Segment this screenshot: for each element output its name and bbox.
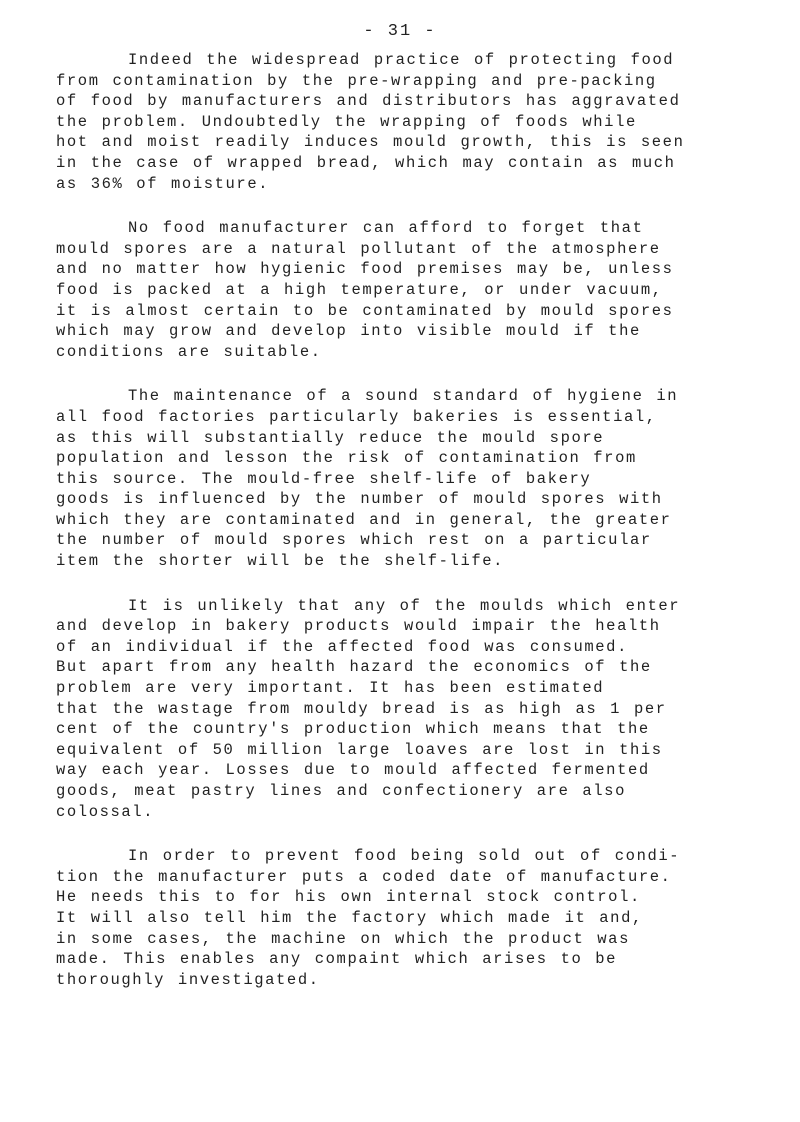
text-line: thoroughly investigated. (56, 970, 320, 989)
text-line: He needs this to for his own internal stock control. (56, 888, 641, 907)
text-line: which may grow and develop into visible mould if the (56, 322, 641, 341)
text-line: and develop in bakery products would impair the health (56, 617, 661, 636)
text-line: as this will substantially reduce the mould spore (56, 428, 605, 447)
text-line: It will also tell him the factory which made it and, (56, 908, 643, 927)
text-line: that the wastage from mouldy bread is as high as 1 per (56, 699, 667, 718)
text-line: and no matter how hygienic food premises may be, unless (56, 260, 674, 279)
text-line: item the shorter will be the shelf-life. (56, 552, 505, 571)
body-text (56, 50, 766, 1014)
paragraph-3 (56, 386, 766, 571)
text-line: population and lesson the risk of contamination from (56, 449, 637, 468)
page-number: - 31 - (363, 22, 437, 41)
text-line: goods, meat pastry lines and confectionery are also (56, 782, 626, 800)
text-line: of food by manufacturers and distributors has aggravated (56, 92, 681, 111)
text-line: Indeed the widespread practice of protecting food (128, 51, 675, 69)
text-line: of an individual if the affected food was consumed. (56, 637, 628, 656)
text-line: conditions are suitable. (56, 342, 322, 361)
text-line: problem are very important. It has been estimated (56, 679, 605, 698)
paragraph-1 (56, 50, 766, 194)
text-line: in some cases, the machine on which the product was (56, 929, 630, 948)
text-line: The maintenance of a sound standard of hygiene in (128, 387, 679, 406)
text-line: tion the manufacturer puts a coded date of manufacture. (56, 867, 672, 886)
text-line: this source. The mould-free shelf-life of bakery (56, 469, 592, 488)
text-line: in the case of wrapped bread, which may contain as much (56, 153, 676, 172)
text-line: In order to prevent food being sold out of condi- (128, 847, 681, 866)
text-line: way each year. Losses due to mould affected fermented (56, 761, 650, 780)
text-line: equivalent of 50 million large loaves are lost in this (56, 740, 663, 759)
text-line: made. This enables any compaint which arises to be (56, 950, 618, 969)
text-line: it is almost certain to be contaminated by mould spores (56, 301, 674, 320)
text-line: cent of the country's production which means that the (56, 720, 650, 739)
text-line: from contamination by the pre-wrapping and pre-packing (56, 71, 657, 90)
text-line: the problem. Undoubtedly the wrapping of foods while (56, 112, 637, 131)
text-line: mould spores are a natural pollutant of the atmosphere (56, 239, 661, 258)
text-line: all food factories particularly bakeries is essential, (56, 407, 657, 426)
paragraph-2 (56, 218, 766, 362)
text-line: goods is influenced by the number of mould spores with (56, 490, 663, 509)
text-line: But apart from any health hazard the economics of the (56, 658, 652, 677)
paragraph-4 (56, 596, 766, 823)
text-line: colossal. (56, 802, 155, 821)
text-line: It is unlikely that any of the moulds which enter (128, 596, 681, 615)
text-line: the number of mould spores which rest on a particular (56, 531, 652, 550)
text-line: as 36% of moisture. (56, 174, 270, 193)
text-line: which they are contaminated and in general, the greater (56, 510, 672, 529)
text-line: No food manufacturer can afford to forget that (128, 219, 644, 238)
text-line: hot and moist readily induces mould growth, this is seen (56, 133, 685, 152)
paragraph-5 (56, 846, 766, 990)
text-line: food is packed at a high temperature, or under vacuum, (56, 280, 663, 299)
